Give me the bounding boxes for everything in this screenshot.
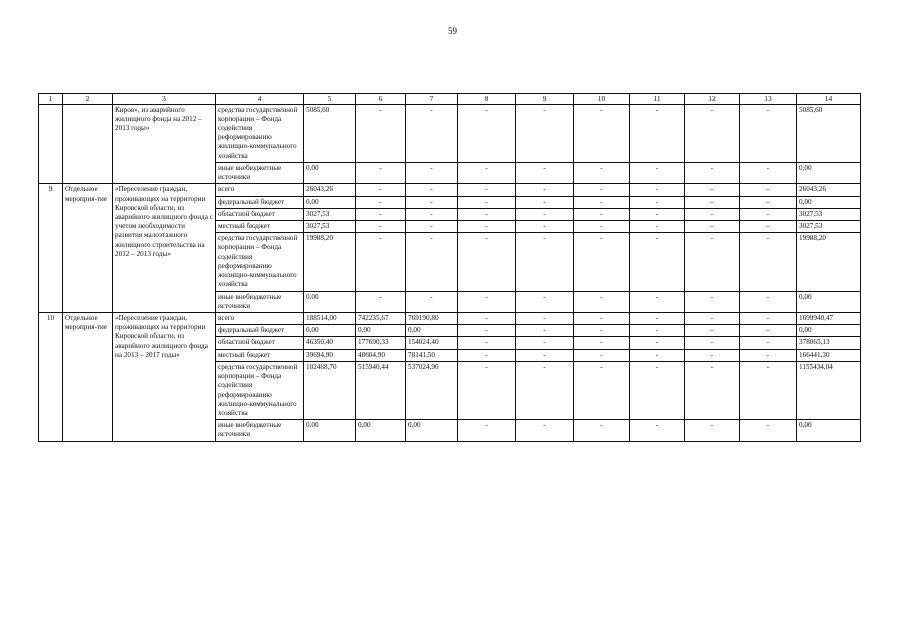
value-cell: 154024,40: [406, 337, 458, 349]
header-cell: 3: [113, 94, 216, 105]
value-cell: -: [685, 184, 740, 196]
value-cell: 48604,90: [356, 349, 406, 361]
value-cell: -: [574, 337, 630, 349]
activity-name: «Переселение граждан, проживающих на территории Кировской области, из аварийного жилищного фонда на 2013 – 2017 годы»: [113, 312, 216, 441]
value-cell: -: [458, 361, 516, 419]
total-cell: 26043,26: [797, 184, 861, 196]
value-cell: -: [685, 312, 740, 324]
value-cell: 0,00: [304, 325, 356, 337]
value-cell: -: [458, 233, 516, 291]
activity-name: Киров», из аварийного жилищного фонда на 2012 – 2013 годы»: [113, 104, 216, 184]
value-cell: -: [406, 196, 458, 208]
value-cell: -: [574, 208, 630, 220]
header-cell: 9: [516, 94, 574, 105]
value-cell: 19988,20: [304, 233, 356, 291]
value-cell: -: [574, 184, 630, 196]
value-cell: -: [685, 361, 740, 419]
value-cell: -: [740, 162, 797, 183]
value-cell: -: [458, 162, 516, 183]
page-number: 59: [448, 26, 457, 36]
value-cell: 0,00: [304, 420, 356, 441]
value-cell: -: [458, 420, 516, 441]
value-cell: -: [356, 184, 406, 196]
table-row: [39, 184, 861, 196]
row-number: 10: [39, 312, 63, 441]
funding-source: средства государственной корпорации – Фонда содействия реформированию жилищно-коммунального хозяйства: [216, 233, 304, 291]
funding-source: областной бюджет: [216, 337, 304, 349]
value-cell: -: [516, 291, 574, 312]
value-cell: 26043,26: [304, 184, 356, 196]
value-cell: -: [516, 196, 574, 208]
value-cell: -: [630, 162, 685, 183]
header-cell: 11: [630, 94, 685, 105]
value-cell: -: [685, 233, 740, 291]
value-cell: -: [516, 221, 574, 233]
value-cell: -: [630, 184, 685, 196]
activity-name: «Переселение граждан, проживающих на территории Кировской области, из аварийного жилищного фонда с учетом необходимости развития малоэтажного жилищного строительства на 2012 – 2013 годы»: [113, 184, 216, 313]
value-cell: 102468,70: [304, 361, 356, 419]
value-cell: -: [458, 349, 516, 361]
value-cell: 177690,33: [356, 337, 406, 349]
value-cell: -: [516, 420, 574, 441]
activity-type: Отдельное мероприя-тие: [63, 312, 113, 441]
value-cell: -: [740, 196, 797, 208]
total-cell: 0,00: [797, 162, 861, 183]
value-cell: -: [740, 208, 797, 220]
value-cell: 0,00: [304, 196, 356, 208]
value-cell: -: [516, 312, 574, 324]
value-cell: -: [740, 420, 797, 441]
total-cell: 5085,60: [797, 104, 861, 162]
funding-source: местный бюджет: [216, 221, 304, 233]
header-row: [39, 94, 861, 105]
value-cell: 0,00: [406, 325, 458, 337]
value-cell: -: [630, 233, 685, 291]
funding-source: иные внебюджетные источники: [216, 291, 304, 312]
value-cell: 5085,60: [304, 104, 356, 162]
value-cell: -: [630, 221, 685, 233]
value-cell: -: [630, 208, 685, 220]
value-cell: 0,00: [304, 291, 356, 312]
value-cell: -: [458, 208, 516, 220]
value-cell: -: [516, 104, 574, 162]
value-cell: -: [685, 196, 740, 208]
value-cell: -: [458, 196, 516, 208]
row-number: [39, 104, 63, 184]
funding-source: местный бюджет: [216, 349, 304, 361]
value-cell: -: [630, 361, 685, 419]
value-cell: -: [516, 233, 574, 291]
value-cell: 537024,90: [406, 361, 458, 419]
value-cell: -: [458, 325, 516, 337]
value-cell: -: [356, 291, 406, 312]
value-cell: 188514,00: [304, 312, 356, 324]
value-cell: -: [458, 104, 516, 162]
header-cell: 8: [458, 94, 516, 105]
header-cell: 10: [574, 94, 630, 105]
funding-source: иные внебюджетные источники: [216, 420, 304, 441]
funding-source: федеральный бюджет: [216, 325, 304, 337]
value-cell: -: [574, 233, 630, 291]
value-cell: -: [574, 312, 630, 324]
value-cell: -: [685, 337, 740, 349]
funding-source: иные внебюджетные источники: [216, 162, 304, 183]
activity-type: Отдельное мероприя-тие: [63, 184, 113, 313]
value-cell: 3027,53: [304, 221, 356, 233]
total-cell: 0,00: [797, 420, 861, 441]
header-cell: 4: [216, 94, 304, 105]
value-cell: -: [458, 337, 516, 349]
total-cell: 0,00: [797, 291, 861, 312]
value-cell: -: [356, 104, 406, 162]
value-cell: -: [630, 349, 685, 361]
value-cell: -: [740, 291, 797, 312]
value-cell: -: [574, 196, 630, 208]
value-cell: -: [406, 104, 458, 162]
value-cell: -: [740, 104, 797, 162]
value-cell: -: [574, 162, 630, 183]
value-cell: 769190,80: [406, 312, 458, 324]
total-cell: 0,00: [797, 325, 861, 337]
table-body: [39, 104, 861, 441]
value-cell: -: [356, 162, 406, 183]
header-cell: 12: [685, 94, 740, 105]
value-cell: -: [574, 349, 630, 361]
funding-source: всего: [216, 312, 304, 324]
total-cell: 3027,53: [797, 221, 861, 233]
value-cell: -: [406, 162, 458, 183]
value-cell: 0,00: [356, 325, 406, 337]
value-cell: -: [630, 196, 685, 208]
header-cell: 1: [39, 94, 63, 105]
value-cell: 0,00: [304, 162, 356, 183]
value-cell: 0,00: [406, 420, 458, 441]
value-cell: -: [516, 184, 574, 196]
total-cell: 166441,30: [797, 349, 861, 361]
value-cell: -: [356, 208, 406, 220]
value-cell: -: [516, 208, 574, 220]
value-cell: -: [630, 325, 685, 337]
funding-source: областной бюджет: [216, 208, 304, 220]
header-cell: 7: [406, 94, 458, 105]
value-cell: -: [685, 221, 740, 233]
value-cell: -: [574, 221, 630, 233]
value-cell: -: [685, 349, 740, 361]
total-cell: 378065,13: [797, 337, 861, 349]
value-cell: -: [740, 221, 797, 233]
value-cell: -: [740, 325, 797, 337]
value-cell: -: [740, 337, 797, 349]
value-cell: -: [356, 233, 406, 291]
value-cell: -: [516, 361, 574, 419]
value-cell: -: [740, 233, 797, 291]
funding-source: всего: [216, 184, 304, 196]
value-cell: -: [630, 291, 685, 312]
total-cell: 1699940,47: [797, 312, 861, 324]
value-cell: -: [740, 312, 797, 324]
value-cell: 515940,44: [356, 361, 406, 419]
activity-type: [63, 104, 113, 184]
total-cell: 3027,53: [797, 208, 861, 220]
value-cell: -: [740, 349, 797, 361]
header-cell: 14: [797, 94, 861, 105]
value-cell: -: [516, 337, 574, 349]
total-cell: 0,00: [797, 196, 861, 208]
total-cell: 1155434,04: [797, 361, 861, 419]
table-row: [39, 312, 861, 324]
total-cell: 19988,20: [797, 233, 861, 291]
value-cell: 39694,90: [304, 349, 356, 361]
value-cell: -: [458, 221, 516, 233]
header-cell: 6: [356, 94, 406, 105]
value-cell: -: [516, 349, 574, 361]
value-cell: -: [574, 420, 630, 441]
value-cell: -: [406, 184, 458, 196]
value-cell: 742235,67: [356, 312, 406, 324]
value-cell: -: [630, 104, 685, 162]
value-cell: -: [685, 291, 740, 312]
value-cell: -: [458, 312, 516, 324]
value-cell: -: [630, 312, 685, 324]
value-cell: -: [458, 291, 516, 312]
row-number: 9: [39, 184, 63, 313]
value-cell: 78141,50: [406, 349, 458, 361]
value-cell: -: [356, 196, 406, 208]
value-cell: -: [740, 361, 797, 419]
value-cell: 0,00: [356, 420, 406, 441]
budget-table: [38, 93, 861, 442]
value-cell: -: [685, 104, 740, 162]
funding-source: средства государственной корпорации – Фонда содействия реформированию жилищно-коммунального хозяйства: [216, 361, 304, 419]
header-cell: 2: [63, 94, 113, 105]
value-cell: -: [574, 291, 630, 312]
value-cell: -: [685, 208, 740, 220]
value-cell: -: [516, 325, 574, 337]
value-cell: -: [685, 420, 740, 441]
header-cell: 5: [304, 94, 356, 105]
table-row: [39, 104, 861, 162]
value-cell: -: [740, 184, 797, 196]
value-cell: -: [356, 221, 406, 233]
funding-source: федеральный бюджет: [216, 196, 304, 208]
value-cell: -: [516, 162, 574, 183]
value-cell: -: [630, 337, 685, 349]
value-cell: -: [406, 221, 458, 233]
value-cell: -: [630, 420, 685, 441]
value-cell: -: [685, 162, 740, 183]
value-cell: 46350,40: [304, 337, 356, 349]
value-cell: -: [574, 325, 630, 337]
funding-source: средства государственной корпорации – Фонда содействия реформированию жилищно-коммунального хозяйства: [216, 104, 304, 162]
value-cell: 3027,53: [304, 208, 356, 220]
value-cell: -: [406, 291, 458, 312]
value-cell: -: [458, 184, 516, 196]
value-cell: -: [574, 361, 630, 419]
value-cell: -: [406, 233, 458, 291]
value-cell: -: [406, 208, 458, 220]
header-cell: 13: [740, 94, 797, 105]
value-cell: -: [574, 104, 630, 162]
value-cell: -: [685, 325, 740, 337]
